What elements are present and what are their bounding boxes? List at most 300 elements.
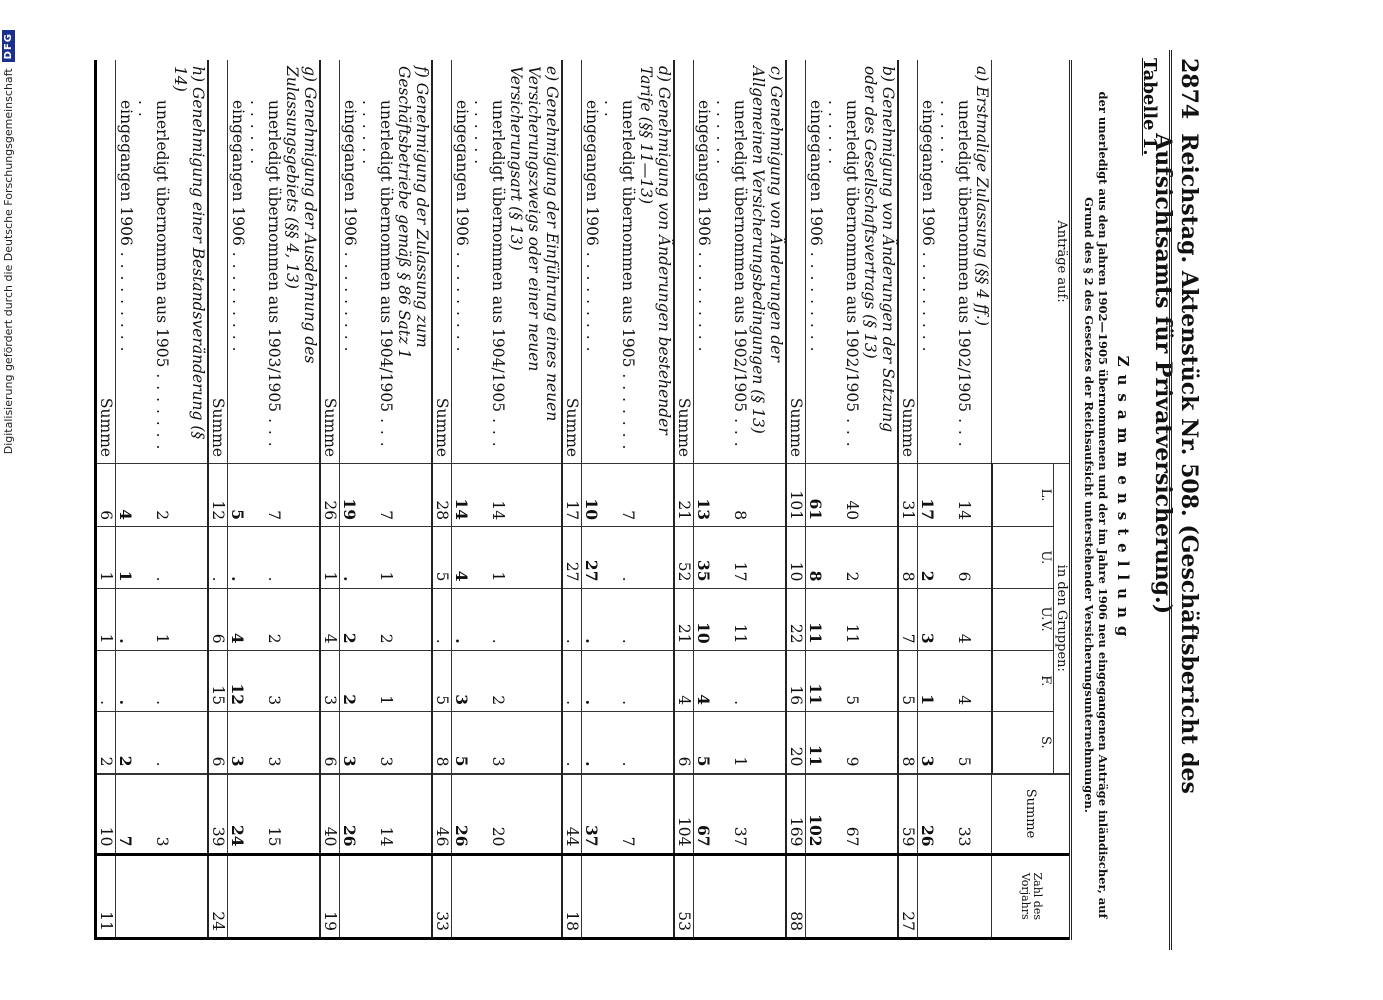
sum-cell-f: 3 [321,650,341,711]
cell-f: . [714,650,750,711]
statistics-table [95,60,1073,940]
sum-cell-f: 15 [209,650,229,711]
empty-cell [172,464,209,527]
empty-cell [938,854,974,938]
table-row [340,60,360,939]
sum-row [899,60,919,939]
row-label: unerledigt übernommen aus 1902/1905 . . . [938,100,974,448]
sum-cell-s: 8 [899,712,919,774]
sum-cell-uv: . [563,588,583,650]
row-label-cell [694,60,714,464]
dfg-logo: DFG [2,30,15,62]
row-label-cell [826,60,862,464]
cell-summe: 15 [248,774,284,855]
empty-cell [750,527,787,588]
empty-cell [396,774,433,855]
table-body [96,60,992,939]
cell-l: 5 [228,464,248,527]
cell-uv: 3 [918,588,938,650]
cell-u: . [228,527,248,588]
sum-cell-l: 6 [96,464,116,527]
sum-cell-s: 6 [675,712,695,774]
empty-cell [396,527,433,588]
row-label-cell [806,60,826,464]
empty-cell [284,650,321,711]
row-label: eingegangen 1906 . . . [342,100,360,353]
table-row [602,60,638,939]
empty-cell [472,854,508,938]
empty-cell [638,464,675,527]
cell-summe: 7 [602,774,638,855]
section-title: b) Genehmigung von Änderungen der Satzung oder des Gesellschaftsvertrags (§ 13) [861,66,898,433]
cell-summe: 7 [116,774,136,855]
table-row [806,60,826,939]
cell-s: 3 [472,712,508,774]
cell-u: . [602,527,638,588]
cell-uv: 10 [694,588,714,650]
section-title: g) Genehmigung der Ausdehnung des Zulassungsgebiets (§§ 4, 13) [283,66,320,364]
sum-row [675,60,695,939]
cell-f: 1 [360,650,396,711]
sum-cell-s: 2 [96,712,116,774]
sum-cell-f: 5 [433,650,453,711]
row-label-cell [360,60,396,464]
sum-cell-f: 16 [787,650,807,711]
cell-zahl-vorjahr: 24 [209,854,229,938]
cell-u: 8 [806,527,826,588]
empty-cell [284,527,321,588]
cell-s: . [582,712,602,774]
sum-cell-f: 5 [899,650,919,711]
table-row [714,60,750,939]
table-row [360,60,396,939]
empty-cell [508,774,563,855]
sum-cell-u: 10 [787,527,807,588]
sum-label: Summe [321,60,341,464]
section-title-row [974,60,993,939]
cell-l: 19 [340,464,360,527]
cell-f: 3 [248,650,284,711]
row-label: unerledigt übernommen aus 1905 . . . [602,100,638,450]
row-label-cell [472,60,508,464]
empty-cell [694,854,714,938]
row-label-cell [918,60,938,464]
cell-uv: 4 [938,588,974,650]
page-header [1150,58,1202,942]
cell-uv: 4 [228,588,248,650]
cell-s: 3 [228,712,248,774]
row-label-cell [582,60,602,464]
sum-cell-summe: 10 [96,774,116,855]
empty-cell [826,854,862,938]
sum-cell-summe: 39 [209,774,229,855]
sum-cell-summe: 59 [899,774,919,855]
cell-u: 35 [694,527,714,588]
cell-u: . [340,527,360,588]
empty-cell [638,712,675,774]
section-title-row [508,60,563,939]
empty-cell [974,774,993,855]
summary-title: Zusammenstellung [1114,355,1132,645]
sum-cell-uv: 4 [321,588,341,650]
cell-s: 5 [452,712,472,774]
sum-cell-u: 5 [433,527,453,588]
cell-uv: . [452,588,472,650]
cell-uv: 2 [340,588,360,650]
row-label: unerledigt übernommen aus 1904/1905 . . . [360,100,396,448]
sum-cell-s: 6 [209,712,229,774]
cell-u: 1 [116,527,136,588]
table-row [918,60,938,939]
cell-summe: 26 [340,774,360,855]
cell-zahl-vorjahr: 18 [563,854,583,938]
sum-cell-u: 52 [675,527,695,588]
cell-l: 8 [714,464,750,527]
cell-l: 13 [694,464,714,527]
row-label-cell [938,60,974,464]
sum-cell-s: 8 [433,712,453,774]
empty-cell [396,464,433,527]
sum-cell-uv: 6 [209,588,229,650]
cell-f: 1 [918,650,938,711]
cell-l: 7 [602,464,638,527]
empty-cell [974,854,993,938]
row-label: eingegangen 1906 . . . [808,100,826,353]
row-label: unerledigt übernommen aus 1902/1905 . . . [714,100,750,448]
cell-s: . [602,712,638,774]
sum-cell-f: . [563,650,583,711]
row-label-cell [714,60,750,464]
cell-zahl-vorjahr: 53 [675,854,695,938]
table-row [694,60,714,939]
cell-f: 12 [228,650,248,711]
cell-u: 17 [714,527,750,588]
cell-f: . [582,650,602,711]
cell-s: 2 [116,712,136,774]
row-label: eingegangen 1906 . . . [230,100,248,353]
column-header-U: U. [992,527,1054,588]
empty-cell [172,588,209,650]
empty-cell [508,712,563,774]
empty-cell [750,650,787,711]
sum-cell-uv: 21 [675,588,695,650]
cell-l: 14 [452,464,472,527]
sum-cell-u: . [209,527,229,588]
empty-cell [602,854,638,938]
cell-l: 14 [472,464,508,527]
empty-cell [638,854,675,938]
sum-row [321,60,341,939]
footer-text: Digitalisierung gefördert durch die Deutsche Forschungsgemeinschaft [1,68,15,455]
cell-summe: 24 [228,774,248,855]
cell-summe: 37 [714,774,750,855]
cell-s: 3 [248,712,284,774]
cell-s: 1 [714,712,750,774]
sum-cell-uv: 22 [787,588,807,650]
cell-u: 2 [918,527,938,588]
cell-l: 17 [918,464,938,527]
sum-cell-u: 8 [899,527,919,588]
section-title-row [396,60,433,939]
cell-f: 4 [694,650,714,711]
cell-l: 7 [248,464,284,527]
cell-zahl-vorjahr: 33 [433,854,453,938]
table-row [472,60,508,939]
row-label-cell [452,60,472,464]
sum-cell-l: 28 [433,464,453,527]
empty-cell [172,650,209,711]
sum-label: Summe [563,60,583,464]
section-title-row [638,60,675,939]
empty-cell [750,464,787,527]
sum-cell-l: 101 [787,464,807,527]
cell-l: 4 [116,464,136,527]
empty-cell [340,854,360,938]
cell-f: 5 [826,650,862,711]
empty-cell [172,854,209,938]
digitization-footer [0,0,16,1000]
row-label-cell [602,60,638,464]
section-title: a) Erstmalige Zulassung (§§ 4 ff.) [973,66,992,326]
cell-f: 3 [452,650,472,711]
cell-zahl-vorjahr: 19 [321,854,341,938]
cell-u: . [136,527,172,588]
empty-cell [172,527,209,588]
cell-summe: 102 [806,774,826,855]
section-title: c) Genehmigung von Änderungen der Allgemeinen Versicherungsbedingungen (§ 13) [749,66,786,434]
sum-label: Summe [787,60,807,464]
cell-f: 11 [806,650,826,711]
sum-cell-summe: 46 [433,774,453,855]
column-header-groups: in den Gruppen: [1054,464,1071,774]
table-row [452,60,472,939]
sum-cell-summe: 40 [321,774,341,855]
sum-cell-l: 31 [899,464,919,527]
cell-u: 6 [938,527,974,588]
cell-summe: 37 [582,774,602,855]
cell-s: 5 [938,712,974,774]
cell-s: 5 [694,712,714,774]
empty-cell [284,774,321,855]
column-header-zahl: Zahl des Vorjahrs [992,854,1071,938]
sum-row [96,60,116,939]
cell-uv: 11 [826,588,862,650]
empty-cell [974,712,993,774]
empty-cell [862,650,899,711]
empty-cell [284,854,321,938]
row-label: unerledigt übernommen aus 1902/1905 . . . [826,100,862,448]
cell-uv: . [582,588,602,650]
empty-cell [360,854,396,938]
sum-label: Summe [433,60,453,464]
section-title: e) Genehmigung der Einführung eines neuen Versicherungszweigs oder einer neuen Versicherungsart (§ 13) [507,66,562,422]
empty-cell [806,854,826,938]
row-label-cell [228,60,248,464]
empty-cell [638,527,675,588]
sum-cell-uv: . [433,588,453,650]
sum-cell-summe: 104 [675,774,695,855]
empty-cell [228,854,248,938]
empty-cell [974,464,993,527]
empty-cell [582,854,602,938]
cell-u: 4 [452,527,472,588]
cell-summe: 3 [136,774,172,855]
row-label-cell [340,60,360,464]
row-label: unerledigt übernommen aus 1903/1905 . . . [248,100,284,448]
cell-u: 1 [472,527,508,588]
cell-f: . [116,650,136,711]
row-label: unerledigt übernommen aus 1905 . . . [136,100,172,450]
column-header-antrage: Anträge auf: [992,60,1071,464]
sum-label: Summe [96,60,116,464]
sum-cell-uv: 7 [899,588,919,650]
cell-l: 7 [360,464,396,527]
cell-zahl-vorjahr: 88 [787,854,807,938]
cell-l: 10 [582,464,602,527]
empty-cell [284,712,321,774]
empty-cell [974,588,993,650]
sum-cell-s: 20 [787,712,807,774]
column-header-L: L. [992,464,1054,527]
cell-uv: 1 [136,588,172,650]
cell-u: 2 [826,527,862,588]
cell-summe: 26 [918,774,938,855]
empty-cell [172,774,209,855]
cell-u: 27 [582,527,602,588]
empty-cell [862,464,899,527]
sum-row [209,60,229,939]
empty-cell [396,712,433,774]
row-label: eingegangen 1906 . . . [920,100,938,353]
cell-l: 40 [826,464,862,527]
summary-subtitle: der unerledigt aus den Jahren 1902—1905 übernommenen und der im Jahre 1906 neu eingegangenen Anträge inländischer, auf Grund des § 2 des Gesetzes der Reichsaufsicht unterstehender Versicherungsunternehmungen. [1082,91,1110,919]
sum-cell-l: 26 [321,464,341,527]
cell-l: 61 [806,464,826,527]
cell-l: 14 [938,464,974,527]
document-page [60,50,1210,950]
cell-zahl-vorjahr: 27 [899,854,919,938]
row-label-cell [136,60,172,464]
empty-cell [974,650,993,711]
empty-cell [284,464,321,527]
empty-cell [862,774,899,855]
row-label-cell [248,60,284,464]
cell-uv: 11 [714,588,750,650]
sum-row [563,60,583,939]
sum-cell-l: 21 [675,464,695,527]
empty-cell [862,712,899,774]
empty-cell [284,588,321,650]
empty-cell [452,854,472,938]
empty-cell [638,588,675,650]
cell-uv: . [472,588,508,650]
table-row [136,60,172,939]
sum-cell-summe: 169 [787,774,807,855]
sum-cell-uv: 1 [96,588,116,650]
empty-cell [638,650,675,711]
column-header-summe: Summe [992,774,1071,855]
table-label: Tabelle 1. [1139,58,1160,156]
cell-summe: 14 [360,774,396,855]
empty-cell [116,854,136,938]
header-rule [1169,50,1172,950]
section-title-row [750,60,787,939]
table-row [248,60,284,939]
empty-cell [750,774,787,855]
sum-cell-f: 4 [675,650,695,711]
cell-l: 2 [136,464,172,527]
cell-uv: 11 [806,588,826,650]
sum-cell-s: 6 [321,712,341,774]
empty-cell [172,712,209,774]
empty-cell [136,854,172,938]
sum-cell-f: . [96,650,116,711]
sum-cell-summe: 44 [563,774,583,855]
cell-uv: 2 [248,588,284,650]
sum-cell-u: 1 [96,527,116,588]
empty-cell [508,854,563,938]
cell-f: 4 [938,650,974,711]
table-row [228,60,248,939]
empty-cell [918,854,938,938]
empty-cell [396,588,433,650]
sum-cell-s: . [563,712,583,774]
empty-cell [862,588,899,650]
sum-row [433,60,453,939]
cell-f: . [136,650,172,711]
row-label-cell [116,60,136,464]
row-label: eingegangen 1906 . . . [696,100,714,353]
cell-s: 9 [826,712,862,774]
cell-f: 2 [340,650,360,711]
cell-f: 2 [472,650,508,711]
sum-label: Summe [675,60,695,464]
column-header-S: S. [992,712,1054,774]
sum-cell-u: 1 [321,527,341,588]
section-title: d) Genehmigung von Änderungen bestehender Tarife (§§ 11—13) [637,66,674,435]
cell-s: . [136,712,172,774]
cell-uv: 2 [360,588,396,650]
empty-cell [508,650,563,711]
column-header-UV: U.V. [992,588,1054,650]
sum-row [787,60,807,939]
section-title-row [862,60,899,939]
cell-uv: . [116,588,136,650]
empty-cell [750,588,787,650]
table-row [938,60,974,939]
page-title: Reichstag. Aktenstück Nr. 508. (Geschäftsbericht des Aufsichtsamts für Privatversicherung.) [1150,133,1202,794]
page-number: 2874 [1176,58,1202,120]
empty-cell [750,712,787,774]
cell-uv: . [602,588,638,650]
cell-summe: 33 [938,774,974,855]
row-label: eingegangen 1906 . . . [584,100,602,353]
empty-cell [508,464,563,527]
section-title: h) Genehmigung einer Bestandsveränderung (§ 14) [171,66,208,440]
empty-cell [974,527,993,588]
cell-s: 3 [918,712,938,774]
cell-s: 3 [360,712,396,774]
cell-summe: 67 [826,774,862,855]
cell-u: 1 [360,527,396,588]
row-label: eingegangen 1906 . . . [118,100,136,353]
empty-cell [862,527,899,588]
cell-summe: 20 [472,774,508,855]
empty-cell [714,854,750,938]
row-label: eingegangen 1906 . . . [454,100,472,353]
empty-cell [508,588,563,650]
table-header-row [1054,60,1071,939]
